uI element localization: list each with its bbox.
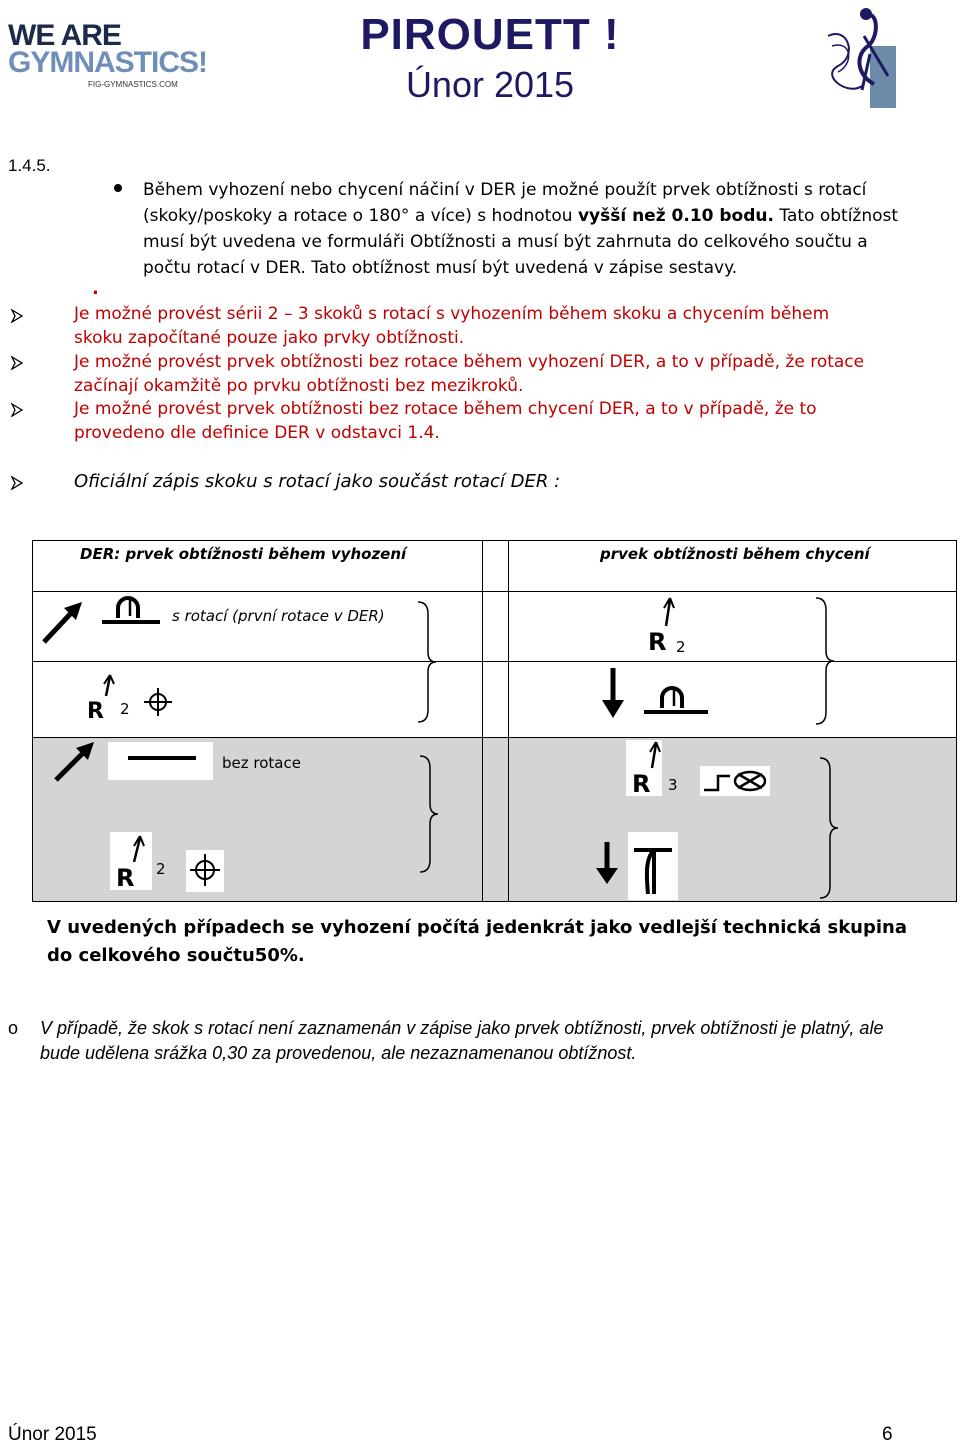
separator-dot: . — [92, 278, 99, 299]
table-border — [956, 540, 957, 902]
arrow-up-right-icon — [52, 740, 98, 784]
jump-r-icon — [646, 596, 680, 654]
table-border — [32, 737, 957, 738]
table-border — [32, 540, 33, 902]
brace-icon — [418, 754, 440, 874]
red-item-2: Je možné provést prvek obtížnosti bez rotace během vyhození DER, a to v případě, že rotace začínají okamžitě po prvku obtížnosti bez mezikroků. — [74, 352, 865, 396]
logo-line1: WE ARE — [8, 19, 121, 52]
svg-text:R: R — [648, 628, 667, 654]
logo-url: FIG-GYMNASTICS.COM — [88, 80, 178, 89]
bullet-dot — [114, 184, 122, 192]
brace-icon — [818, 756, 840, 900]
footer-date: Únor 2015 — [8, 1424, 97, 1445]
paragraph-text-1: Během vyhození nebo chycení náčiní v DER je možné použít prvek obtížnosti s rotací (skoky/poskoky a rotace o 180° a více) s hodnotou — [143, 180, 867, 226]
table-border — [508, 540, 509, 902]
catch-symbol-icon — [630, 842, 676, 898]
rotation-symbol-icon — [640, 684, 710, 716]
red-item-3: Je možné provést prvek obtížnosti bez rotace během chycení DER, a to v případě, že to provedeno dle definice DER v odstavci 1.4. — [74, 399, 817, 443]
row4-left-count: 2 — [156, 860, 166, 878]
row3-label: bez rotace — [222, 754, 301, 772]
step-loop-icon — [702, 768, 768, 794]
arrowhead-bullet-icon — [10, 356, 24, 370]
table-header-left: DER: prvek obtížnosti během vyhození — [80, 545, 407, 563]
arrow-down-icon — [600, 666, 626, 720]
section-number: 1.4.5. — [8, 156, 51, 175]
row2-left-count: 2 — [120, 700, 130, 718]
note-bold: V uvedených případech se vyhození počítá jedenkrát jako vedlejší technická skupina do celkového součtu50%. — [47, 917, 907, 966]
ribbon-emblem-icon — [818, 6, 898, 110]
row1-right-count: 2 — [676, 638, 686, 656]
bullet-paragraph — [143, 177, 903, 281]
target-icon — [188, 852, 222, 888]
arrowhead-bullet-icon — [10, 309, 24, 323]
arrowhead-bullet-icon — [10, 403, 24, 417]
brace-icon — [814, 596, 836, 726]
note-italic: V případě, že skok s rotací není zaznamenán v zápise jako prvek obtížnosti, prvek obtížnosti je platný, ale bude udělena srážka 0,30 za provedenou, ale nezaznamenanou obtížnost. — [40, 1018, 884, 1063]
svg-text:R: R — [116, 864, 135, 890]
page-subtitle: Únor 2015 — [405, 64, 575, 105]
target-icon — [142, 686, 174, 718]
jump-r-icon — [112, 834, 150, 890]
svg-text:R: R — [87, 699, 104, 720]
paragraph-text-2: Tato obtížnost musí být uvedena ve formuláři Obtížnosti a musí být zahrnuta do celkového součtu a počtu rotací v DER. Tato obtížnost musí být uvedená v zápise sestavy. — [143, 206, 899, 278]
red-item-1: Je možné provést sérii 2 – 3 skoků s rotací s vyhozením během skoku a chycením během skoku započítané pouze jako prvky obtížnosti. — [74, 304, 830, 348]
table-header-right: prvek obtížnosti během chycení — [600, 545, 870, 563]
rotation-symbol-icon — [100, 596, 162, 626]
table-border — [32, 901, 957, 902]
logo-line2: GYMNASTICS! — [8, 46, 207, 79]
official-heading: Oficiální zápis skoku s rotací jako součást rotací DER : — [74, 471, 561, 492]
page-number: 6 — [882, 1424, 893, 1445]
table-border — [482, 540, 483, 902]
svg-text:R: R — [632, 770, 651, 796]
row3-right-count: 3 — [668, 776, 678, 794]
table-border — [32, 540, 957, 541]
table-border — [32, 591, 957, 592]
o-bullet: o — [8, 1018, 19, 1038]
flat-line-icon — [126, 752, 198, 764]
jump-r-icon — [630, 740, 664, 796]
arrow-down-icon — [594, 840, 620, 886]
row1-label: s rotací (první rotace v DER) — [172, 607, 385, 625]
brace-icon — [416, 600, 438, 724]
paragraph-bold: vyšší než 0.10 bodu. — [577, 206, 774, 226]
arrowhead-bullet-icon — [10, 476, 24, 490]
jump-r-icon — [86, 674, 120, 720]
arrow-up-right-icon — [40, 598, 86, 646]
page-title: PIROUETT ! — [360, 10, 620, 59]
